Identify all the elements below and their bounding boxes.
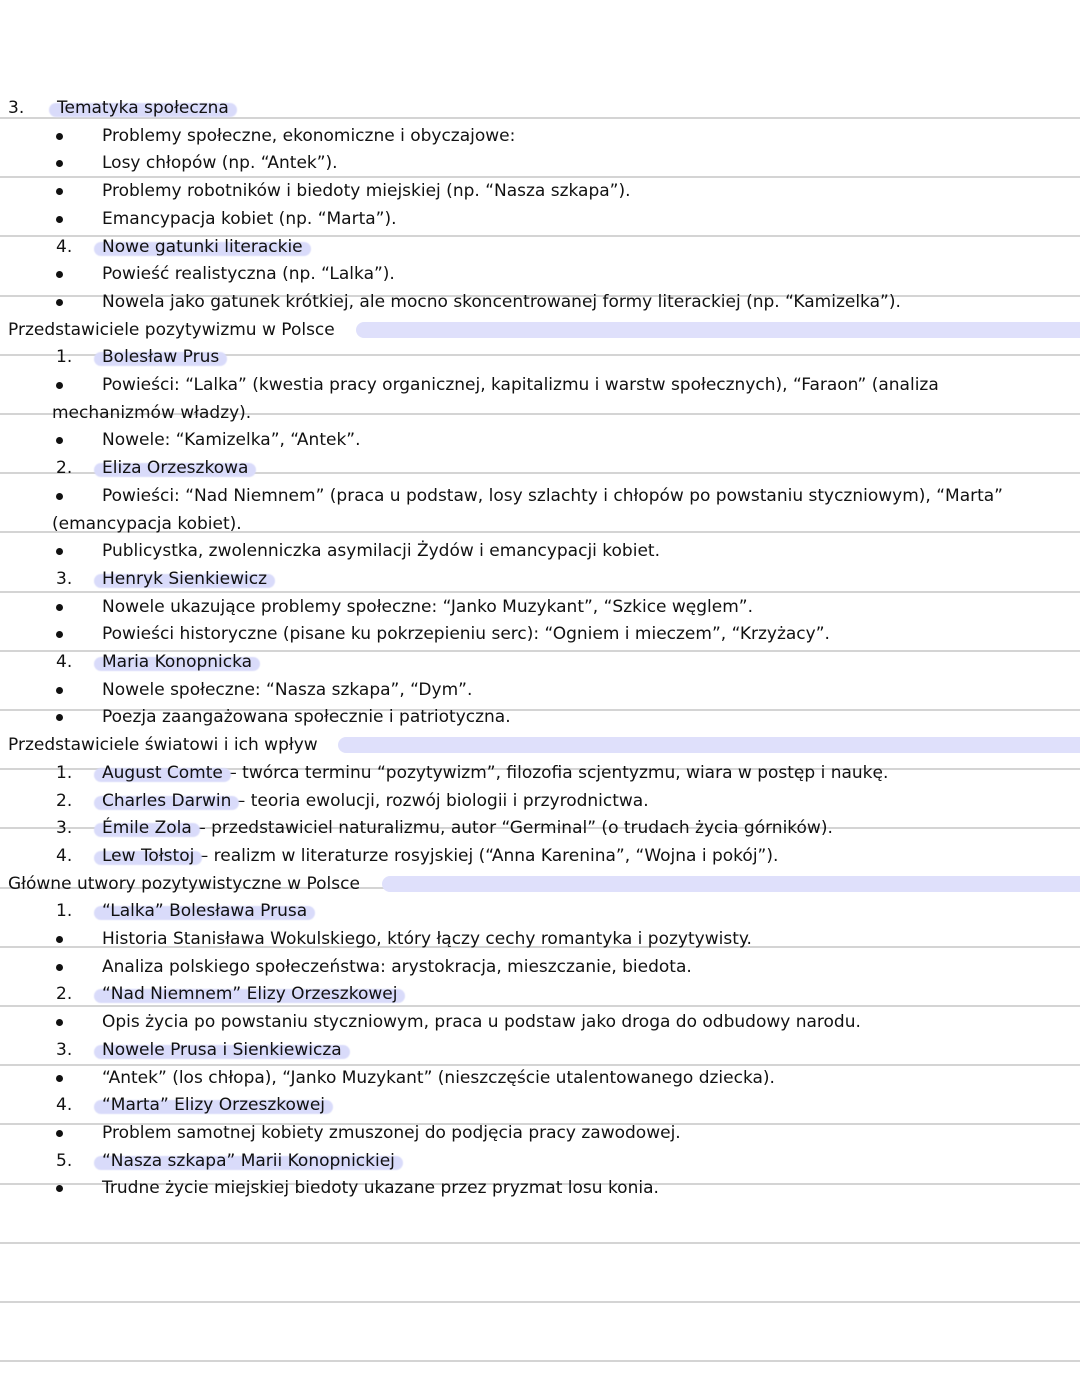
bullet-item <box>0 205 1080 233</box>
bullet-text: Problemy robotników i biedoty miejskiej (np. “Nasza szkapa”). <box>102 181 631 202</box>
bullet-text: Nowele: “Kamizelka”, “Antek”. <box>102 430 361 451</box>
bullet-item <box>0 1008 1080 1036</box>
bullet-icon <box>56 964 63 971</box>
numbered-item <box>0 1036 1080 1064</box>
numbered-item <box>0 842 1080 870</box>
item-text <box>102 814 833 842</box>
item-text <box>102 1036 342 1064</box>
item-text <box>102 454 248 482</box>
item-number: 4. <box>56 1095 73 1116</box>
numbered-item <box>0 94 1080 122</box>
bullet-text: “Antek” (los chłopa), “Janko Muzykant” (nieszczęście utalentowanego dziecka). <box>102 1067 775 1088</box>
section-heading <box>0 870 1080 898</box>
bullet-item <box>0 1174 1080 1202</box>
bullet-icon <box>56 687 63 694</box>
bullet-item <box>0 925 1080 953</box>
bullet-icon <box>56 1130 63 1137</box>
item-number: 4. <box>56 652 73 672</box>
item-description: – twórca terminu “pozytywizm”, filozofia scjentyzmu, wiara w postęp i naukę. <box>222 762 889 783</box>
highlighted-title: “Nasza szkapa” Marii Konopnickiej <box>102 1150 395 1171</box>
item-text <box>102 759 888 787</box>
item-number: 4. <box>56 236 73 257</box>
item-text <box>102 343 219 371</box>
ruled-line <box>0 1301 1080 1303</box>
bullet-text: Powieści: “Lalka” (kwestia pracy organicznej, kapitalizmu i warstw społecznych), “Faraon” (analiza <box>102 375 939 395</box>
numbered-item <box>0 343 1080 371</box>
bullet-icon <box>56 160 63 167</box>
bullet-text: Powieść realistyczna (np. “Lalka”). <box>102 264 395 285</box>
highlighted-title: Émile Zola <box>102 818 192 839</box>
item-number: 3. <box>56 818 73 839</box>
highlighted-title: Nowele Prusa i Sienkiewicza <box>102 1039 342 1060</box>
continuation-line <box>0 399 1080 427</box>
item-text <box>102 1147 395 1175</box>
item-description: – teoria ewolucji, rozwój biologii i przyrodnictwa. <box>231 790 649 811</box>
bullet-text: Poezja zaangażowana społecznie i patriotyczna. <box>102 707 511 728</box>
highlighted-title: Tematyka społeczna <box>57 98 229 118</box>
item-description: – przedstawiciel naturalizmu, autor “Germinal” (o trudach życia górników). <box>191 818 833 839</box>
continuation-line <box>0 510 1080 538</box>
bullet-item <box>0 149 1080 177</box>
bullet-icon <box>56 1185 63 1192</box>
item-number: 2. <box>56 984 73 1005</box>
item-text <box>102 1091 325 1119</box>
item-text <box>57 94 229 122</box>
bullet-item <box>0 371 1080 399</box>
bullet-icon <box>56 299 63 306</box>
heading-text: Główne utwory pozytywistyczne w Polsce <box>8 873 360 894</box>
item-text <box>102 980 397 1008</box>
highlighted-title: Eliza Orzeszkowa <box>102 458 249 479</box>
heading-text: Przedstawiciele światowi i ich wpływ <box>8 735 318 756</box>
item-number: 2. <box>56 458 73 479</box>
item-number: 3. <box>56 568 73 589</box>
numbered-item <box>0 814 1080 842</box>
bullet-item <box>0 177 1080 205</box>
heading-text: Przedstawiciele pozytywizmu w Polsce <box>8 319 335 340</box>
highlighted-title: Lew Tołstoj <box>102 845 195 866</box>
bullet-text: Problemy społeczne, ekonomiczne i obyczajowe: <box>102 125 516 146</box>
bullet-text: Powieści: “Nad Niemnem” (praca u podstaw, losy szlachty i chłopów po powstaniu styczniowym), “Marta” <box>102 485 1003 506</box>
bullet-text: Powieści historyczne (pisane ku pokrzepieniu serc): “Ogniem i mieczem”, “Krzyżacy”. <box>102 624 830 645</box>
bullet-icon <box>56 188 63 195</box>
bullet-item <box>0 482 1080 510</box>
item-number: 2. <box>56 790 73 811</box>
item-text <box>102 565 267 593</box>
item-text <box>102 897 307 925</box>
bullet-icon <box>56 493 63 500</box>
numbered-item <box>0 980 1080 1008</box>
highlighted-title: Bolesław Prus <box>102 347 220 368</box>
item-number: 3. <box>8 98 25 118</box>
bullet-text: Losy chłopów (np. “Antek”). <box>102 153 338 174</box>
bullet-icon <box>56 631 63 638</box>
section-heading <box>0 316 1080 344</box>
heading-highlight-bar <box>382 876 1080 892</box>
item-text <box>102 648 252 676</box>
bullet-icon <box>56 1019 63 1026</box>
numbered-item <box>0 759 1080 787</box>
item-text <box>102 842 778 870</box>
bullet-text: Nowela jako gatunek krótkiej, ale mocno skoncentrowanej formy literackiej (np. “Kamizelka”). <box>102 291 901 312</box>
bullet-icon <box>56 548 63 555</box>
bullet-item <box>0 537 1080 565</box>
bullet-item <box>0 703 1080 731</box>
item-number: 1. <box>56 762 73 783</box>
bullet-item <box>0 953 1080 981</box>
bullet-icon <box>56 216 63 223</box>
numbered-item <box>0 897 1080 925</box>
bullet-item <box>0 288 1080 316</box>
bullet-icon <box>56 437 63 444</box>
highlighted-title: Charles Darwin <box>102 790 232 811</box>
bullet-item <box>0 676 1080 704</box>
numbered-item <box>0 648 1080 676</box>
bullet-item <box>0 593 1080 621</box>
bullet-text: Publicystka, zwolenniczka asymilacji Żydów i emancypacji kobiet. <box>102 541 660 562</box>
bullet-text: Nowele ukazujące problemy społeczne: “Janko Muzykant”, “Szkice węglem”. <box>102 596 754 617</box>
bullet-text: Analiza polskiego społeczeństwa: arystokracja, mieszczanie, biedota. <box>102 956 692 977</box>
heading-highlight-bar <box>338 737 1080 753</box>
numbered-item <box>0 787 1080 815</box>
bullet-item <box>0 620 1080 648</box>
bullet-icon <box>56 271 63 278</box>
item-number: 1. <box>56 347 73 368</box>
numbered-item <box>0 233 1080 261</box>
section-heading <box>0 731 1080 759</box>
bullet-text: Emancypacja kobiet (np. “Marta”). <box>102 208 397 229</box>
bullet-text: Trudne życie miejskiej biedoty ukazane przez pryzmat losu konia. <box>102 1178 659 1199</box>
bullet-icon <box>56 714 63 721</box>
bullet-text: Historia Stanisława Wokulskiego, który łączy cechy romantyka i pozytywisty. <box>102 929 752 949</box>
item-number: 5. <box>56 1150 73 1171</box>
bullet-icon <box>56 604 63 611</box>
bullet-icon <box>56 1075 63 1082</box>
bullet-item <box>0 260 1080 288</box>
item-text <box>102 233 303 261</box>
highlighted-title: “Lalka” Bolesława Prusa <box>102 901 308 922</box>
ruled-line <box>0 1242 1080 1244</box>
highlighted-title: “Nad Niemnem” Elizy Orzeszkowej <box>102 984 398 1005</box>
item-number: 1. <box>56 901 73 922</box>
highlighted-title: Maria Konopnicka <box>102 652 253 672</box>
bullet-icon <box>56 936 63 943</box>
item-number: 4. <box>56 845 73 866</box>
numbered-item <box>0 565 1080 593</box>
bullet-item <box>0 122 1080 150</box>
bullet-text: Nowele społeczne: “Nasza szkapa”, “Dym”. <box>102 679 473 700</box>
highlighted-title: Nowe gatunki literackie <box>102 236 303 257</box>
bullet-item <box>0 1064 1080 1092</box>
numbered-item <box>0 454 1080 482</box>
continuation-text: mechanizmów władzy). <box>52 402 252 423</box>
highlighted-title: Henryk Sienkiewicz <box>102 568 267 589</box>
highlighted-title: “Marta” Elizy Orzeszkowej <box>102 1095 326 1116</box>
heading-highlight-bar <box>356 322 1080 338</box>
bullet-text: Opis życia po powstaniu styczniowym, praca u podstaw jako droga do odbudowy narodu. <box>102 1012 861 1033</box>
item-number: 3. <box>56 1039 73 1060</box>
ruled-line <box>0 1360 1080 1362</box>
continuation-text: (emancypacja kobiet). <box>52 513 242 534</box>
numbered-item <box>0 1147 1080 1175</box>
numbered-item <box>0 1091 1080 1119</box>
bullet-item <box>0 426 1080 454</box>
item-description: – realizm w literaturze rosyjskiej (“Anna Karenina”, “Wojna i pokój”). <box>194 845 779 866</box>
highlighted-title: August Comte <box>102 762 223 783</box>
item-text <box>102 787 649 815</box>
bullet-icon <box>56 382 63 389</box>
bullet-text: Problem samotnej kobiety zmuszonej do podjęcia pracy zawodowej. <box>102 1122 681 1143</box>
bullet-icon <box>56 133 63 140</box>
bullet-item <box>0 1119 1080 1147</box>
